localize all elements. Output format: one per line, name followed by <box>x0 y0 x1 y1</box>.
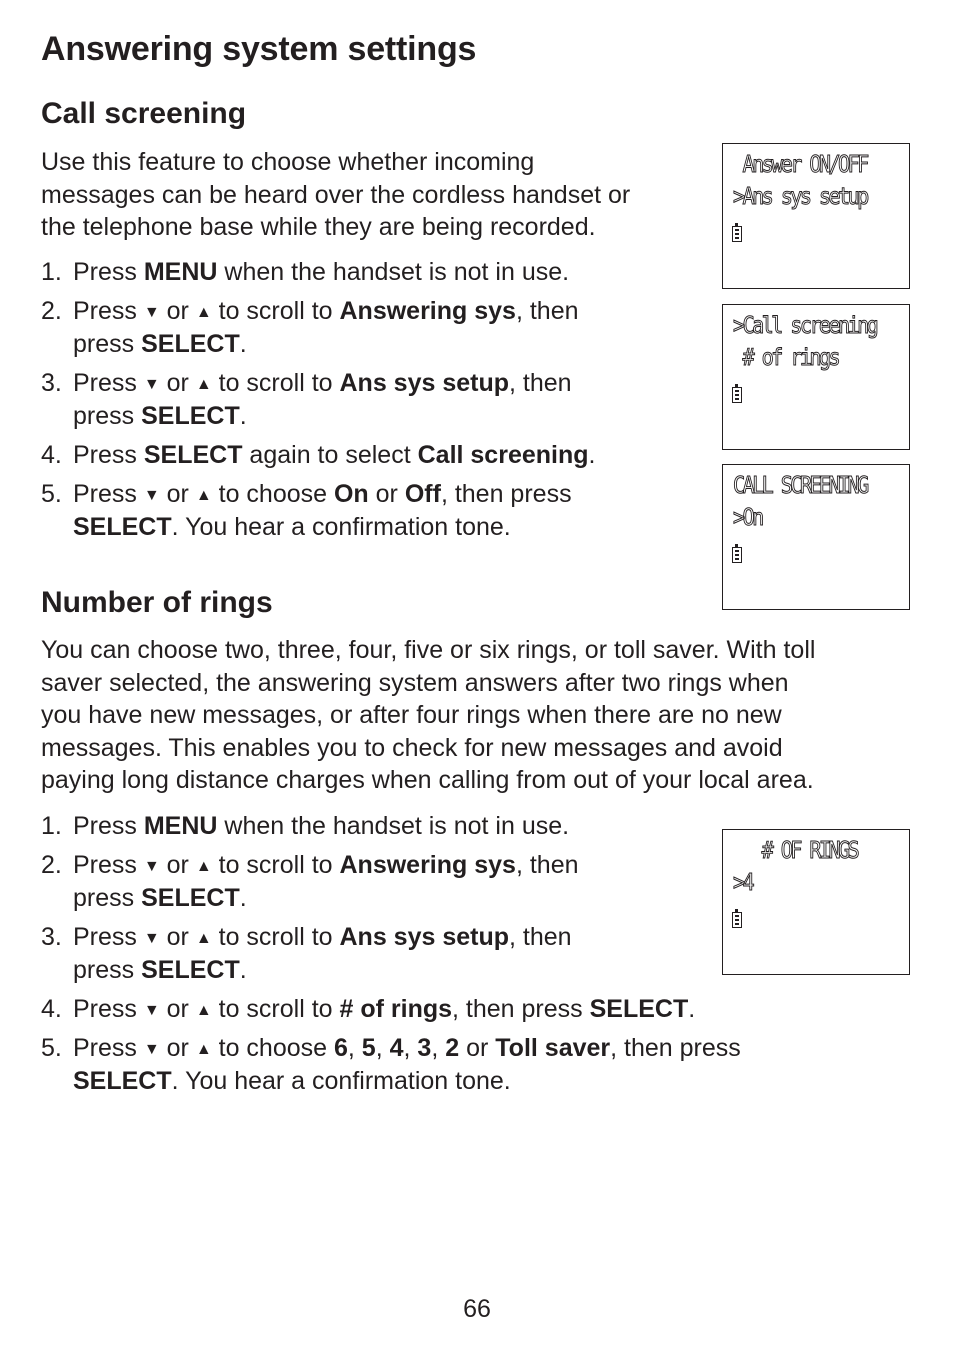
text-run: to scroll to <box>211 851 340 879</box>
bold-term: 5 <box>361 1034 376 1062</box>
page-number: 66 <box>463 1295 491 1323</box>
bold-term: MENU <box>143 812 218 840</box>
text-run: , then <box>509 369 572 397</box>
step-number: 2. <box>41 851 62 879</box>
step-text <box>73 328 247 361</box>
down-triangle-icon: ▼ <box>143 487 160 504</box>
step-text <box>73 921 572 955</box>
text-run: or <box>159 1034 196 1062</box>
text-run: to scroll to <box>211 995 340 1023</box>
section-heading-call-screening: Call screening <box>41 97 247 130</box>
bold-term: 4 <box>389 1034 404 1062</box>
up-triangle-icon: ▲ <box>195 1041 212 1058</box>
text-run: press <box>73 956 142 984</box>
up-triangle-icon: ▲ <box>195 487 212 504</box>
handset-screen <box>722 464 910 610</box>
down-triangle-icon: ▼ <box>143 304 160 321</box>
step-number: 2. <box>41 297 62 325</box>
bold-term: 3 <box>417 1034 432 1062</box>
battery-icon <box>732 912 742 928</box>
bold-term: SELECT <box>141 956 240 984</box>
text-run: . You hear a confirmation tone. <box>171 1067 511 1095</box>
bold-term: Ans sys setup <box>339 369 510 397</box>
step-number: 1. <box>41 258 62 286</box>
text-run: or <box>159 995 196 1023</box>
text-run: . <box>239 884 247 912</box>
text-run: Press <box>73 369 144 397</box>
bold-term: SELECT <box>73 1067 172 1095</box>
step-number: 3. <box>41 369 62 397</box>
bold-term: MENU <box>143 258 218 286</box>
text-run: , then press <box>610 1034 741 1062</box>
text-run: . <box>239 956 247 984</box>
bold-term: SELECT <box>141 402 240 430</box>
screen-line: >4 <box>733 870 753 896</box>
down-triangle-icon: ▼ <box>143 1002 160 1019</box>
text-run: or <box>159 297 196 325</box>
text-run: Press <box>73 995 144 1023</box>
bold-term: 6 <box>333 1034 348 1062</box>
text-run: , then press <box>452 995 590 1023</box>
step-number: 5. <box>41 1034 62 1062</box>
section-heading-number-of-rings: Number of rings <box>41 586 273 619</box>
step-text <box>73 367 572 401</box>
bold-term: # of rings <box>339 995 453 1023</box>
bold-term: Off <box>404 480 441 508</box>
step-number: 5. <box>41 480 62 508</box>
step-text <box>73 810 569 843</box>
call-screening-intro: Use this feature to choose whether incoming messages can be heard over the cordless handset or the telephone base while they are being recorded. <box>41 148 631 242</box>
step-text <box>73 849 579 883</box>
text-run: , <box>347 1034 362 1062</box>
step-number: 4. <box>41 995 62 1023</box>
step-text <box>73 400 247 433</box>
handset-screen <box>722 143 910 289</box>
text-run: to scroll to <box>211 369 340 397</box>
battery-icon <box>732 387 742 403</box>
bold-term: SELECT <box>73 513 172 541</box>
text-run: Press <box>73 1034 144 1062</box>
down-triangle-icon: ▼ <box>143 1041 160 1058</box>
step-number: 1. <box>41 812 62 840</box>
up-triangle-icon: ▲ <box>195 930 212 947</box>
step-number: 4. <box>41 441 62 469</box>
text-run: to scroll to <box>211 923 340 951</box>
step-text <box>73 439 595 472</box>
text-run: . <box>588 441 596 469</box>
step-text <box>73 1065 511 1098</box>
down-triangle-icon: ▼ <box>143 376 160 393</box>
step-text <box>73 882 247 915</box>
bold-term: On <box>333 480 369 508</box>
text-run: . <box>688 995 696 1023</box>
text-run: or <box>368 480 405 508</box>
text-run: , then press <box>440 480 572 508</box>
screen-line: Answer ON/OFF <box>733 152 867 178</box>
text-run: Press <box>73 441 144 469</box>
text-run: or <box>459 1034 496 1062</box>
text-run: . You hear a confirmation tone. <box>171 513 511 541</box>
bold-term: Answering sys <box>339 297 516 325</box>
text-run: to choose <box>211 480 334 508</box>
bold-term: Toll saver <box>495 1034 611 1062</box>
bold-term: Answering sys <box>339 851 516 879</box>
text-run: when the handset is not in use. <box>217 812 570 840</box>
text-run: Press <box>73 923 144 951</box>
step-text <box>73 478 572 512</box>
down-triangle-icon: ▼ <box>143 930 160 947</box>
screen-line: >Ans sys setup <box>733 184 867 210</box>
text-run: press <box>73 330 142 358</box>
bold-term: Ans sys setup <box>339 923 510 951</box>
bold-term: SELECT <box>589 995 689 1023</box>
text-run: Press <box>73 258 144 286</box>
up-triangle-icon: ▲ <box>195 304 212 321</box>
text-run: , <box>403 1034 418 1062</box>
screen-line: # of rings <box>733 345 839 371</box>
text-run: , then <box>515 297 579 325</box>
page-title: Answering system settings <box>41 30 477 68</box>
step-text <box>73 954 247 987</box>
text-run: Press <box>73 812 144 840</box>
text-run: press <box>73 884 142 912</box>
step-number: 3. <box>41 923 62 951</box>
text-run: Press <box>73 480 144 508</box>
text-run: Press <box>73 297 144 325</box>
text-run: when the handset is not in use. <box>217 258 570 286</box>
handset-screen <box>722 829 910 975</box>
battery-icon <box>732 547 742 563</box>
step-text <box>73 1032 741 1066</box>
text-run: or <box>159 923 196 951</box>
text-run: again to select <box>242 441 418 469</box>
text-run: . <box>239 402 247 430</box>
step-text <box>73 993 695 1027</box>
bold-term: SELECT <box>143 441 243 469</box>
step-text <box>73 256 569 289</box>
screen-line: # OF RINGS <box>733 838 858 864</box>
text-run: , <box>431 1034 446 1062</box>
text-run: or <box>159 369 196 397</box>
text-run: to choose <box>211 1034 334 1062</box>
screen-line: CALL SCREENING <box>733 473 867 499</box>
bold-term: Call screening <box>417 441 589 469</box>
down-triangle-icon: ▼ <box>143 858 160 875</box>
handset-screen <box>722 304 910 450</box>
text-run: to scroll to <box>211 297 340 325</box>
up-triangle-icon: ▲ <box>195 376 212 393</box>
text-run: or <box>159 480 196 508</box>
text-run: , then <box>509 923 572 951</box>
text-run: press <box>73 402 142 430</box>
bold-term: SELECT <box>141 884 240 912</box>
bold-term: SELECT <box>141 330 240 358</box>
text-run: or <box>159 851 196 879</box>
step-text <box>73 511 511 544</box>
screen-line: >Call screening <box>733 313 877 339</box>
text-run: Press <box>73 851 144 879</box>
text-run: , <box>375 1034 390 1062</box>
bold-term: 2 <box>445 1034 460 1062</box>
battery-icon <box>732 226 742 242</box>
text-run: , then <box>515 851 579 879</box>
step-text <box>73 295 579 329</box>
number-of-rings-intro: You can choose two, three, four, five or six rings, or toll saver. With toll saver selected, the answering system answers after two rings when you have new messages, or after four rings when there are no new messages. This enables you to check for new messages and avoid paying long distance charges when calling from out of your local area. <box>41 636 816 795</box>
text-run: . <box>239 330 247 358</box>
up-triangle-icon: ▲ <box>195 1002 212 1019</box>
up-triangle-icon: ▲ <box>195 858 212 875</box>
screen-line: >On <box>733 505 762 531</box>
